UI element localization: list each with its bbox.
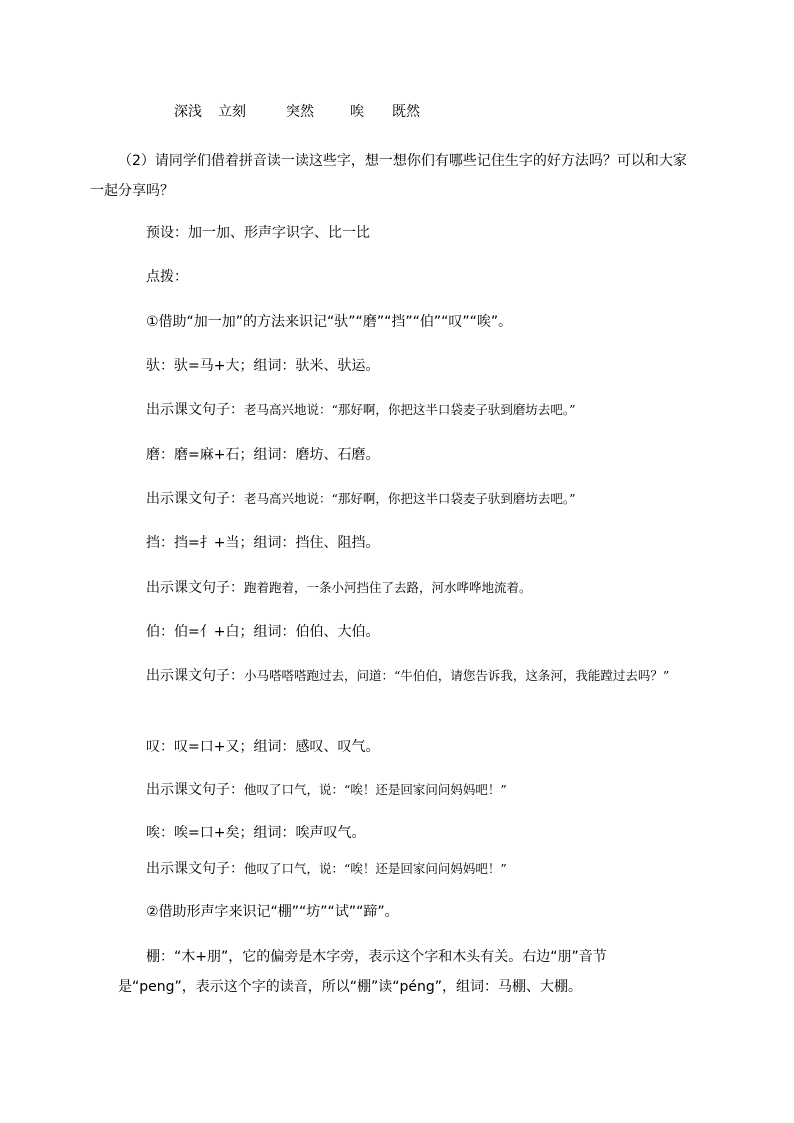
sentence-text: 老马高兴地说：“那好啊，你把这半口袋麦子驮到磨坊去吧。”	[244, 491, 576, 506]
sentence-line	[118, 662, 678, 690]
sentence-label: 出示课文句子：	[146, 782, 244, 798]
word: 唉	[350, 104, 364, 120]
dianbo-line: 点拨：	[146, 269, 188, 285]
sentence-text: 跑着跑着，一条小河挡住了去路，河水哗哗地流着。	[244, 580, 532, 595]
sentence-line	[0, 578, 794, 598]
sentence-line	[0, 400, 794, 420]
word: 立刻	[218, 104, 246, 120]
sentence-text: 他叹了口气，说：“唉！还是回家问问妈妈吧！”	[244, 782, 507, 797]
char-def: 驮：驮=马+大；组词：驮米、驮运。	[146, 358, 380, 374]
sentence-label: 出示课文句子：	[146, 861, 244, 877]
word: 既然	[392, 104, 420, 120]
sentence-text: 他叹了口气，说：“唉！还是回家问问妈妈吧！”	[244, 861, 507, 876]
sentence-label: 出示课文句子：	[146, 491, 244, 507]
sentence-label: 出示课文句子：	[146, 402, 244, 418]
method-two-line: ②借助形声字来识记“棚”“坊”“试”“蹄”。	[146, 904, 399, 920]
word: 深浅	[174, 104, 202, 120]
sentence-line	[0, 489, 794, 509]
preset-line: 预设：加一加、形声字识字、比一比	[146, 225, 370, 241]
sentence-text: 老马高兴地说：“那好啊，你把这半口袋麦子驮到磨坊去吧。”	[244, 402, 576, 417]
word: 突然	[286, 104, 314, 120]
sentence-label: 出示课文句子：	[146, 668, 244, 684]
sentence-label: 出示课文句子：	[146, 580, 244, 596]
char-def: 唉：唉=口+矣；组词：唉声叹气。	[146, 825, 366, 841]
sentence-line	[0, 780, 794, 800]
method-one-line: ①借助“加一加”的方法来识记“驮”“磨”“挡”“伯”“叹”“唉”。	[146, 314, 513, 330]
task-paragraph: （2）请同学们借着拼音读一读这些字，想一想你们有哪些记住生字的好方法吗？可以和大家一起分享吗？	[90, 153, 687, 199]
char-def: 叹：叹=口+又；组词：感叹、叹气。	[146, 739, 380, 755]
char-def: 挡：挡=扌+当；组词：挡住、阻挡。	[146, 535, 380, 551]
peng-paragraph: 棚：“木+朋”，它的偏旁是木字旁，表示这个字和木头有关。右边“朋”音节是“peng”，表示这个字的读音，所以“棚”读“péng”，组词：马棚、大棚。	[118, 949, 607, 995]
sentence-line	[0, 859, 794, 879]
word-list	[0, 102, 794, 122]
char-def: 伯：伯=亻+白；组词：伯伯、大伯。	[146, 624, 380, 640]
char-def: 磨：磨=麻+石；组词：磨坊、石磨。	[146, 447, 380, 463]
sentence-text: 小马嗒嗒嗒跑过去，问道：“牛伯伯，请您告诉我，这条河，我能蹚过去吗？”	[244, 668, 670, 683]
